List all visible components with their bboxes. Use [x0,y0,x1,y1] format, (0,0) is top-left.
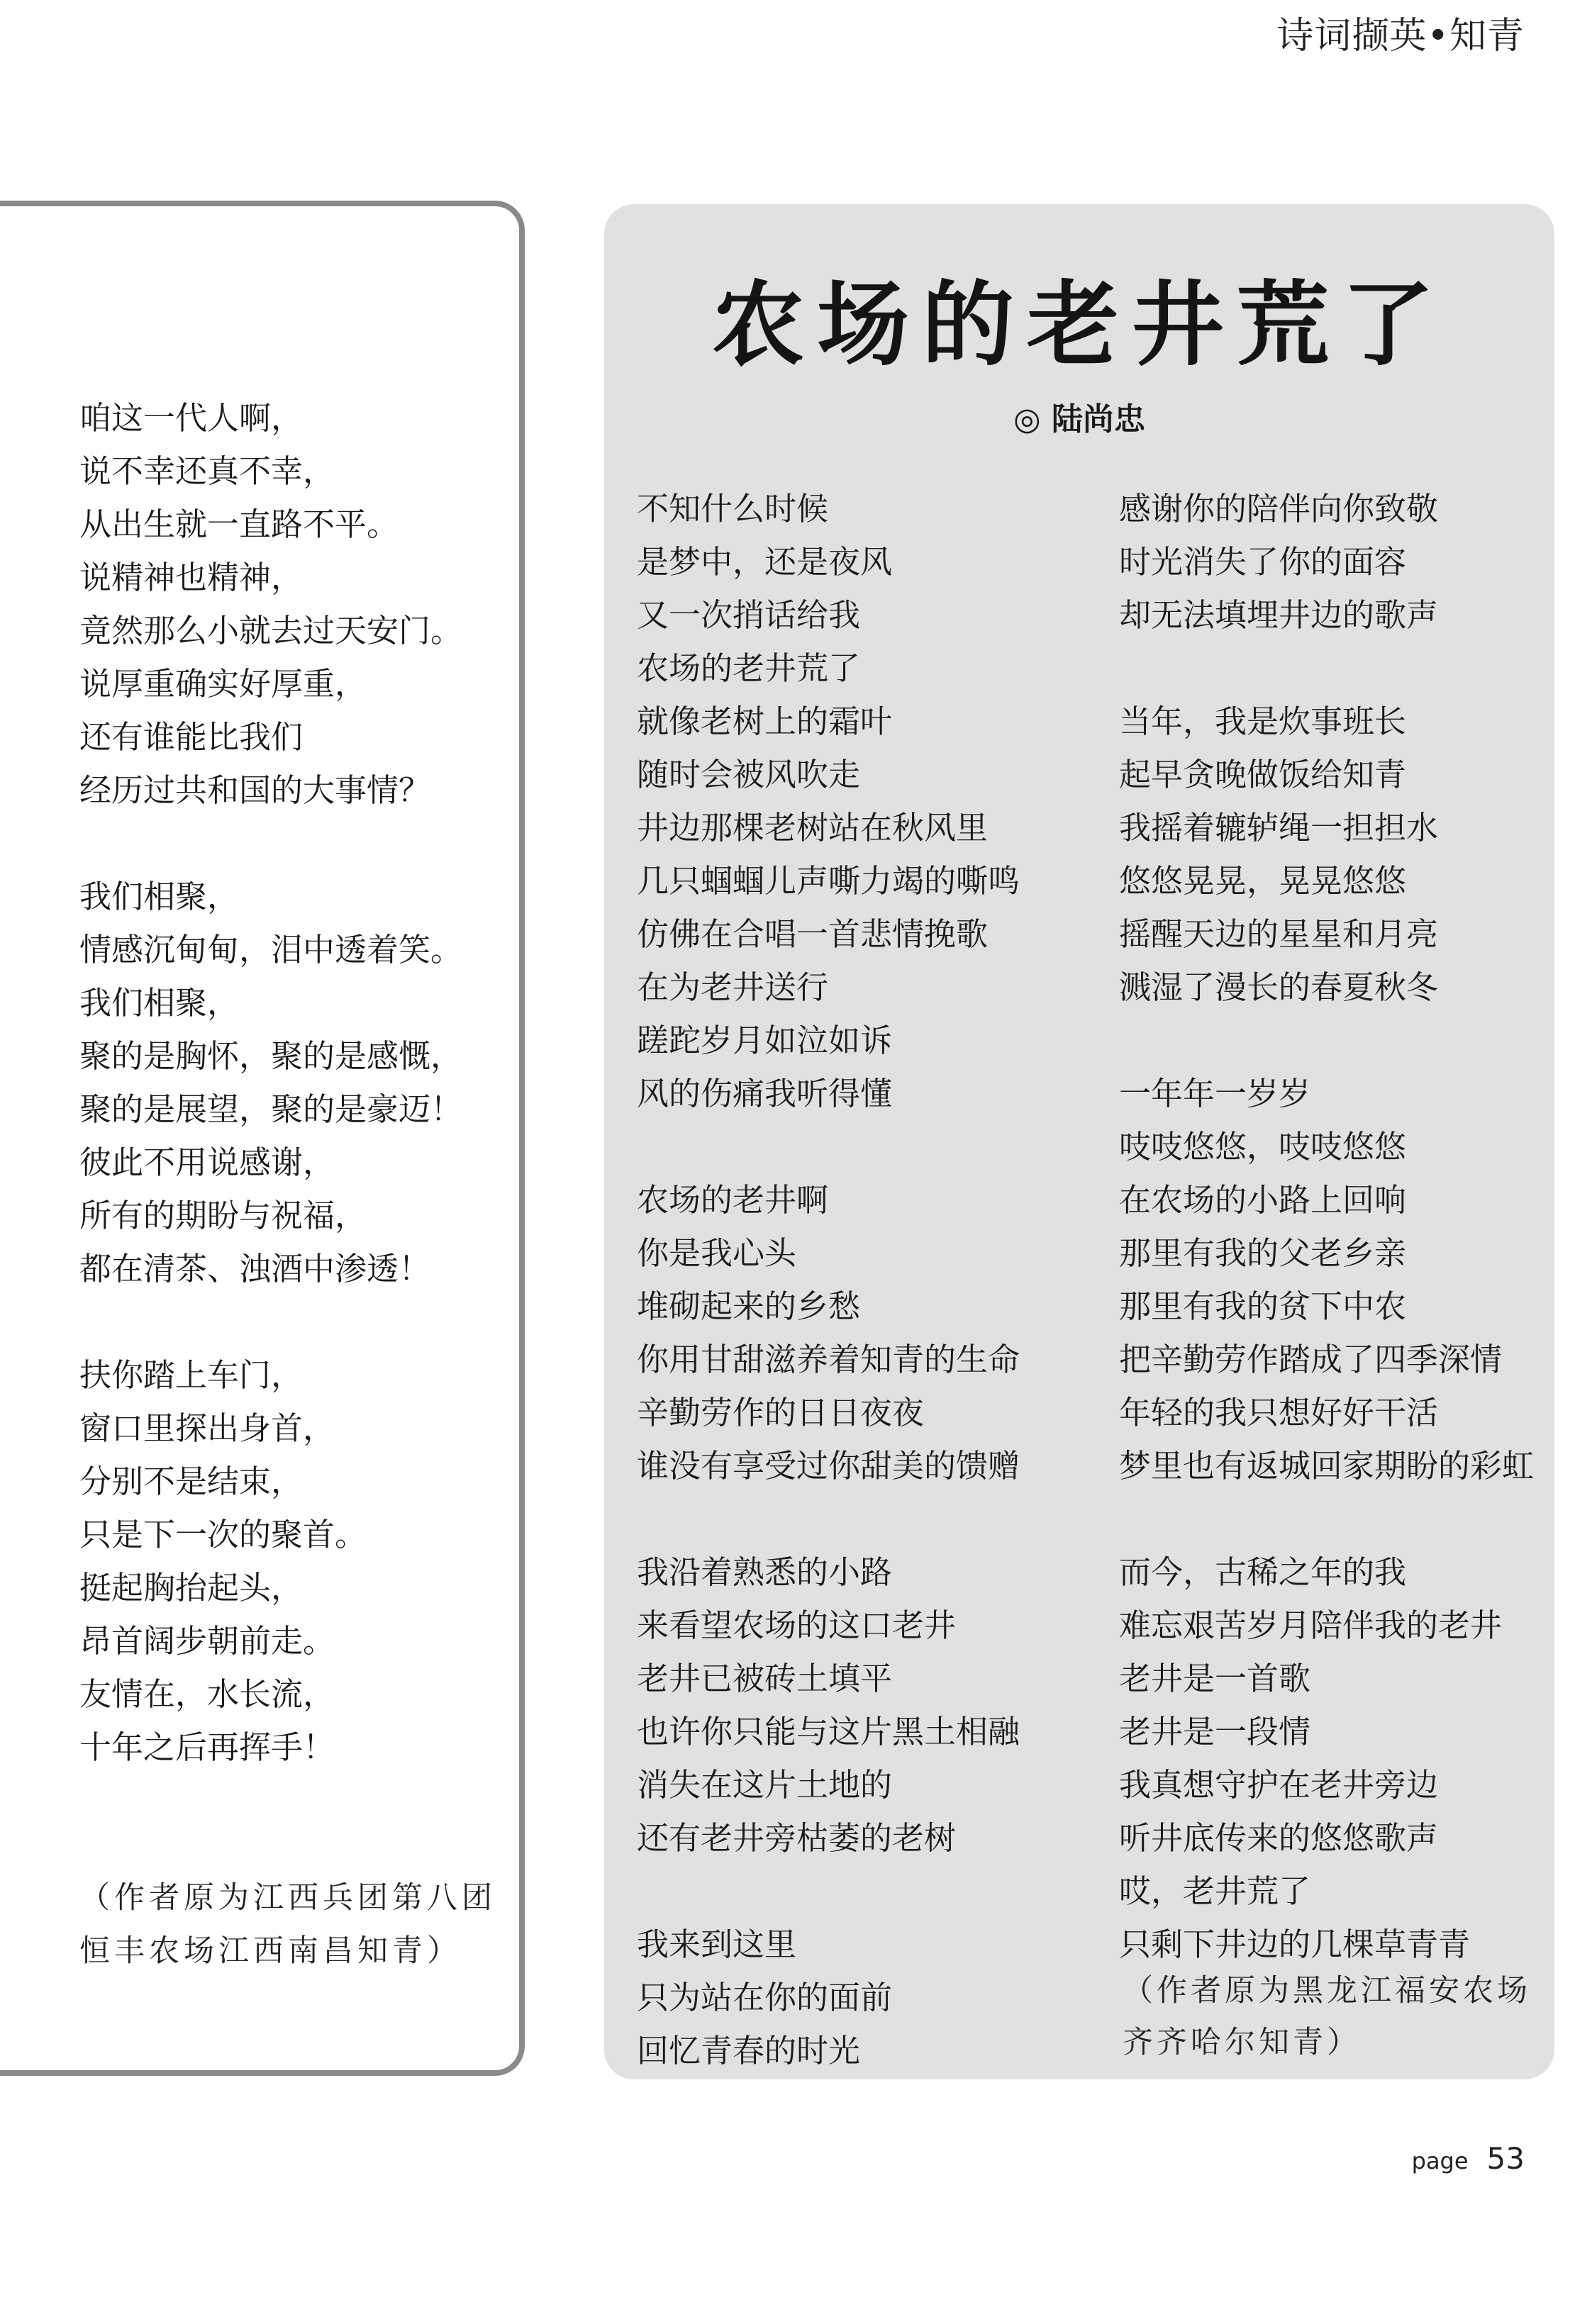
poem-line: 井边那棵老树站在秋风里 [637,809,989,847]
stanza [79,870,462,1295]
poem-line: 友情在，水长流， [79,1675,335,1713]
poem-line: 是梦中，还是夜风 [637,543,893,581]
left-poem [79,391,462,1774]
poem-line: 只为站在你的面前 [637,1979,893,2016]
poem-line: 窗口里探出身首， [79,1409,335,1447]
poem-line: 都在清茶、浊酒中渗透！ [79,1250,431,1287]
poem-line: 经历过共和国的大事情？ [79,771,431,809]
poem-line: 我真想守护在老井旁边 [1119,1766,1439,1804]
poem-line: 又一次捎话给我 [637,596,861,634]
poem-line: 风的伤痛我听得懂 [637,1075,893,1112]
poem-line: 那里有我的贫下中农 [1119,1287,1407,1325]
poem-line: 溅湿了漫长的春夏秋冬 [1119,968,1439,1006]
poem-line: 老井是一首歌 [1119,1660,1311,1697]
stanza [1119,1546,1534,1971]
stanza [637,1173,1020,1492]
stanza [637,482,1020,1120]
poem-line: 聚的是展望，聚的是豪迈！ [79,1090,463,1128]
poem-line: 当年，我是炊事班长 [1119,703,1407,740]
poem-line: 彼此不用说感谢， [79,1144,335,1181]
poem-line: 不知什么时候 [637,490,829,527]
poem-line: 感谢你的陪伴向你致敬 [1119,490,1439,527]
poem-line: 情感沉甸甸，泪中透着笑。 [79,931,463,968]
poem-line: 把辛勤劳作踏成了四季深情 [1119,1341,1503,1378]
stanza [79,1348,462,1774]
section-header: 诗词撷英•知青 [1276,15,1525,57]
poem-line: 却无法填埋井边的歌声 [1119,596,1439,634]
poem-line: 来看望农场的这口老井 [637,1607,957,1644]
poem-line: 就像老树上的霜叶 [637,703,893,740]
poem-line: 说精神也精神， [79,559,304,596]
poem-line: 我们相聚， [79,878,240,915]
poem-line: 起早贪晚做饭给知青 [1119,756,1407,793]
poem-line: 听井底传来的悠悠歌声 [1119,1819,1439,1857]
poem-line: 时光消失了你的面容 [1119,543,1407,581]
poem-line: 堆砌起来的乡愁 [637,1287,861,1325]
poem-line: 还有老井旁枯萎的老树 [637,1819,957,1857]
stanza [637,1546,1020,1865]
poem-line: 几只蝈蝈儿声嘶力竭的嘶鸣 [637,862,1020,900]
stanza [79,391,462,817]
poem-line: 咱这一代人啊， [79,399,304,437]
poem-line: 老井是一段情 [1119,1713,1311,1750]
poem-column-1 [637,482,1020,2077]
poem-line: 昂首阔步朝前走。 [79,1622,335,1660]
stanza [1119,1067,1534,1492]
stanza [1119,482,1534,642]
poem-line: 扶你踏上车门， [79,1356,304,1394]
stanza [637,1918,1020,2077]
poem-line: 悠悠晃晃，晃晃悠悠 [1119,862,1407,900]
poem-line: 老井已被砖土填平 [637,1660,893,1697]
poem-line: 聚的是胸怀，聚的是感慨， [79,1037,463,1075]
poem-line: 你用甘甜滋养着知青的生命 [637,1341,1020,1378]
poem-line: 我们相聚， [79,984,240,1022]
page-number: 53 [1486,2141,1525,2176]
poem-line: 我来到这里 [637,1926,797,1963]
poem-line: 我摇着辘轳绳一担担水 [1119,809,1439,847]
poem-line: 摇醒天边的星星和月亮 [1119,915,1439,953]
poem-line: 回忆青春的时光 [637,2032,861,2069]
poem-line: 难忘艰苦岁月陪伴我的老井 [1119,1607,1503,1644]
poem-line: 在农场的小路上回响 [1119,1181,1407,1219]
poem-line: 只剩下井边的几棵草青青 [1119,1926,1471,1963]
poem-line: 仿佛在合唱一首悲情挽歌 [637,915,989,953]
poem-line: 辛勤劳作的日日夜夜 [637,1394,925,1431]
poem-line: 年轻的我只想好好干活 [1119,1394,1439,1431]
page-footer [1412,2141,1525,2176]
poem-column-2 [1119,482,1534,1971]
stanza [1119,695,1534,1014]
poem-line: 哎，老井荒了 [1119,1872,1311,1910]
poem-line: 一年年一岁岁 [1119,1075,1311,1112]
poem-author: ◎ 陆尚忠 [1013,401,1145,437]
poem-line: 随时会被风吹走 [637,756,861,793]
poem-line: 竟然那么小就去过天安门。 [79,612,463,649]
poem-line: 农场的老井荒了 [637,649,861,687]
poem-line: 农场的老井啊 [637,1181,829,1219]
poem-line: 在为老井送行 [637,968,829,1006]
poem-line: 说不幸还真不幸， [79,452,335,490]
poem-line: 分别不是结束， [79,1463,304,1500]
poem-line: 你是我心头 [637,1234,797,1272]
poem-line: 从出生就一直路不平。 [79,505,399,543]
poem-line: 只是下一次的聚首。 [79,1516,367,1553]
poem-line: 而今，古稀之年的我 [1119,1553,1407,1591]
poem-line: 梦里也有返城回家期盼的彩虹 [1119,1447,1535,1485]
poem-title: 农场的老井荒了 [711,271,1447,379]
poem-line: 谁没有享受过你甜美的馈赠 [637,1447,1020,1485]
poem-line: 也许你只能与这片黑土相融 [637,1713,1020,1750]
poem-line: 我沿着熟悉的小路 [637,1553,893,1591]
poem-line: 还有谁能比我们 [79,718,304,756]
poem-line: 吱吱悠悠，吱吱悠悠 [1119,1128,1407,1166]
poem-line: 挺起胸抬起头， [79,1569,304,1607]
left-poem-author-note: （作者原为江西兵团第八团恒丰农场江西南昌知青） [79,1880,496,1969]
page-label: page [1411,2147,1469,2174]
poem-line: 所有的期盼与祝福， [79,1197,367,1234]
poem-line: 蹉跎岁月如泣如诉 [637,1022,893,1059]
main-poem-author-note: （作者原为黑龙江福安农场齐齐哈尔知青） [1123,1973,1531,2060]
poem-line: 那里有我的父老乡亲 [1119,1234,1407,1272]
poem-line: 十年之后再挥手！ [79,1728,335,1766]
poem-line: 说厚重确实好厚重， [79,665,367,703]
poem-line: 消失在这片土地的 [637,1766,893,1804]
